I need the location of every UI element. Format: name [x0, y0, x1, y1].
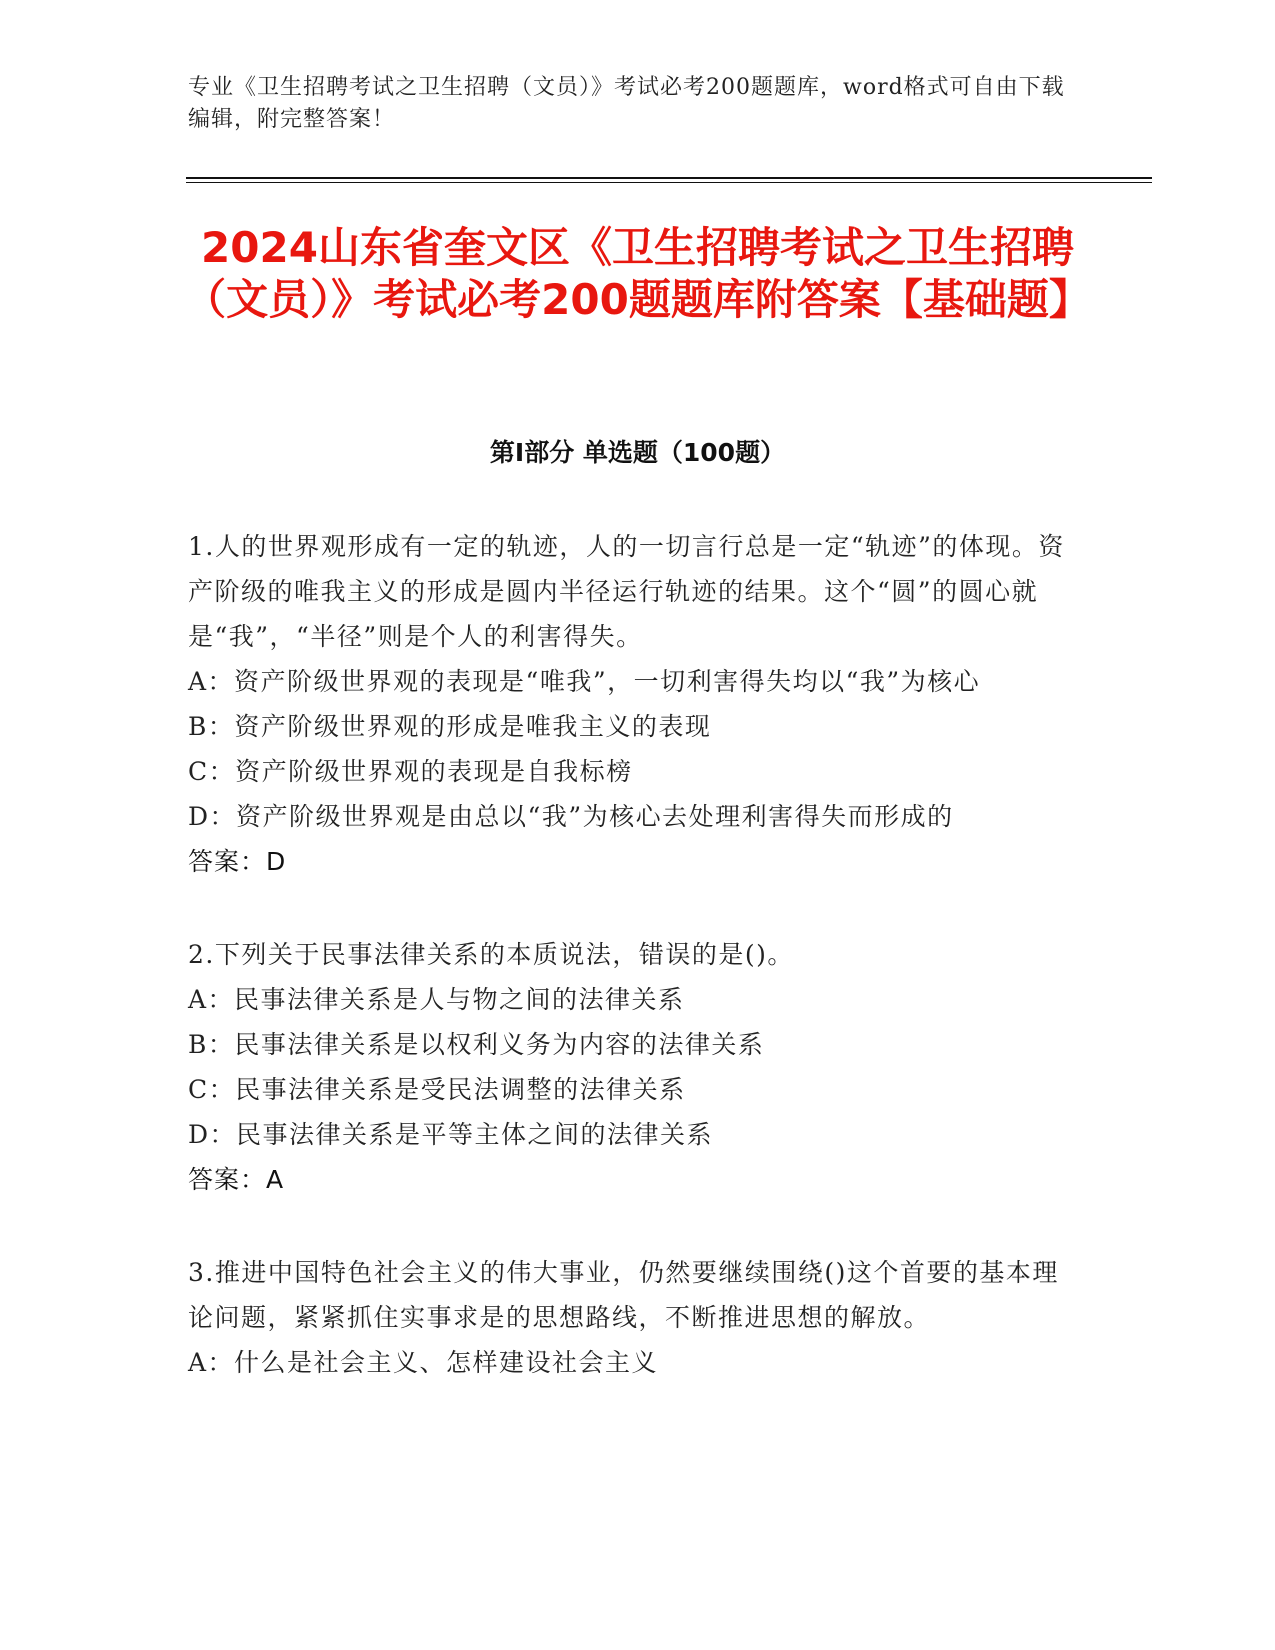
- answer: 答案：D: [188, 847, 287, 876]
- option-c: C：民事法律关系是受民法调整的法律关系: [188, 1075, 686, 1104]
- header-note: 专业《卫生招聘考试之卫生招聘（文员）》考试必考200题题库，word格式可自由下载编辑，附完整答案！: [188, 75, 1065, 132]
- option-d: D：资产阶级世界观是由总以“我”为核心去处理利害得失而形成的: [188, 802, 954, 831]
- section-title: 第Ⅰ部分 单选题（100题）: [489, 438, 786, 467]
- answer: 答案：A: [188, 1165, 285, 1194]
- option-a: A：民事法律关系是人与物之间的法律关系: [188, 985, 685, 1014]
- question-3: [188, 1250, 1078, 1385]
- question-list: [188, 524, 1078, 1433]
- option-b: B：民事法律关系是以权利义务为内容的法律关系: [188, 1030, 765, 1059]
- question-stem: 3.推进中国特色社会主义的伟大事业，仍然要继续围绕()这个首要的基本理论问题，紧紧抓住实事求是的思想路线，不断推进思想的解放。: [188, 1258, 1059, 1332]
- option-c: C：资产阶级世界观的表现是自我标榜: [188, 757, 633, 786]
- header-divider-thin: [186, 182, 1152, 183]
- question-2: [188, 932, 1078, 1202]
- header-divider-thick: [186, 177, 1152, 179]
- option-d: D：民事法律关系是平等主体之间的法律关系: [188, 1120, 714, 1149]
- question-stem: 1.人的世界观形成有一定的轨迹，人的一切言行总是一定“轨迹”的体现。资产阶级的唯我主义的形成是圆内半径运行轨迹的结果。这个“圆”的圆心就是“我”，“半径”则是个人的利害得失。: [188, 532, 1065, 651]
- question-stem: 2.下列关于民事法律关系的本质说法，错误的是()。: [188, 940, 794, 969]
- option-a: A：什么是社会主义、怎样建设社会主义: [188, 1348, 659, 1377]
- option-b: B：资产阶级世界观的形成是唯我主义的表现: [188, 712, 712, 741]
- question-1: [188, 524, 1078, 884]
- document-title: 2024山东省奎文区《卫生招聘考试之卫生招聘（文员）》考试必考200题题库附答案【基础题】: [184, 223, 1091, 324]
- option-a: A：资产阶级世界观的表现是“唯我”，一切利害得失均以“我”为核心: [188, 667, 981, 696]
